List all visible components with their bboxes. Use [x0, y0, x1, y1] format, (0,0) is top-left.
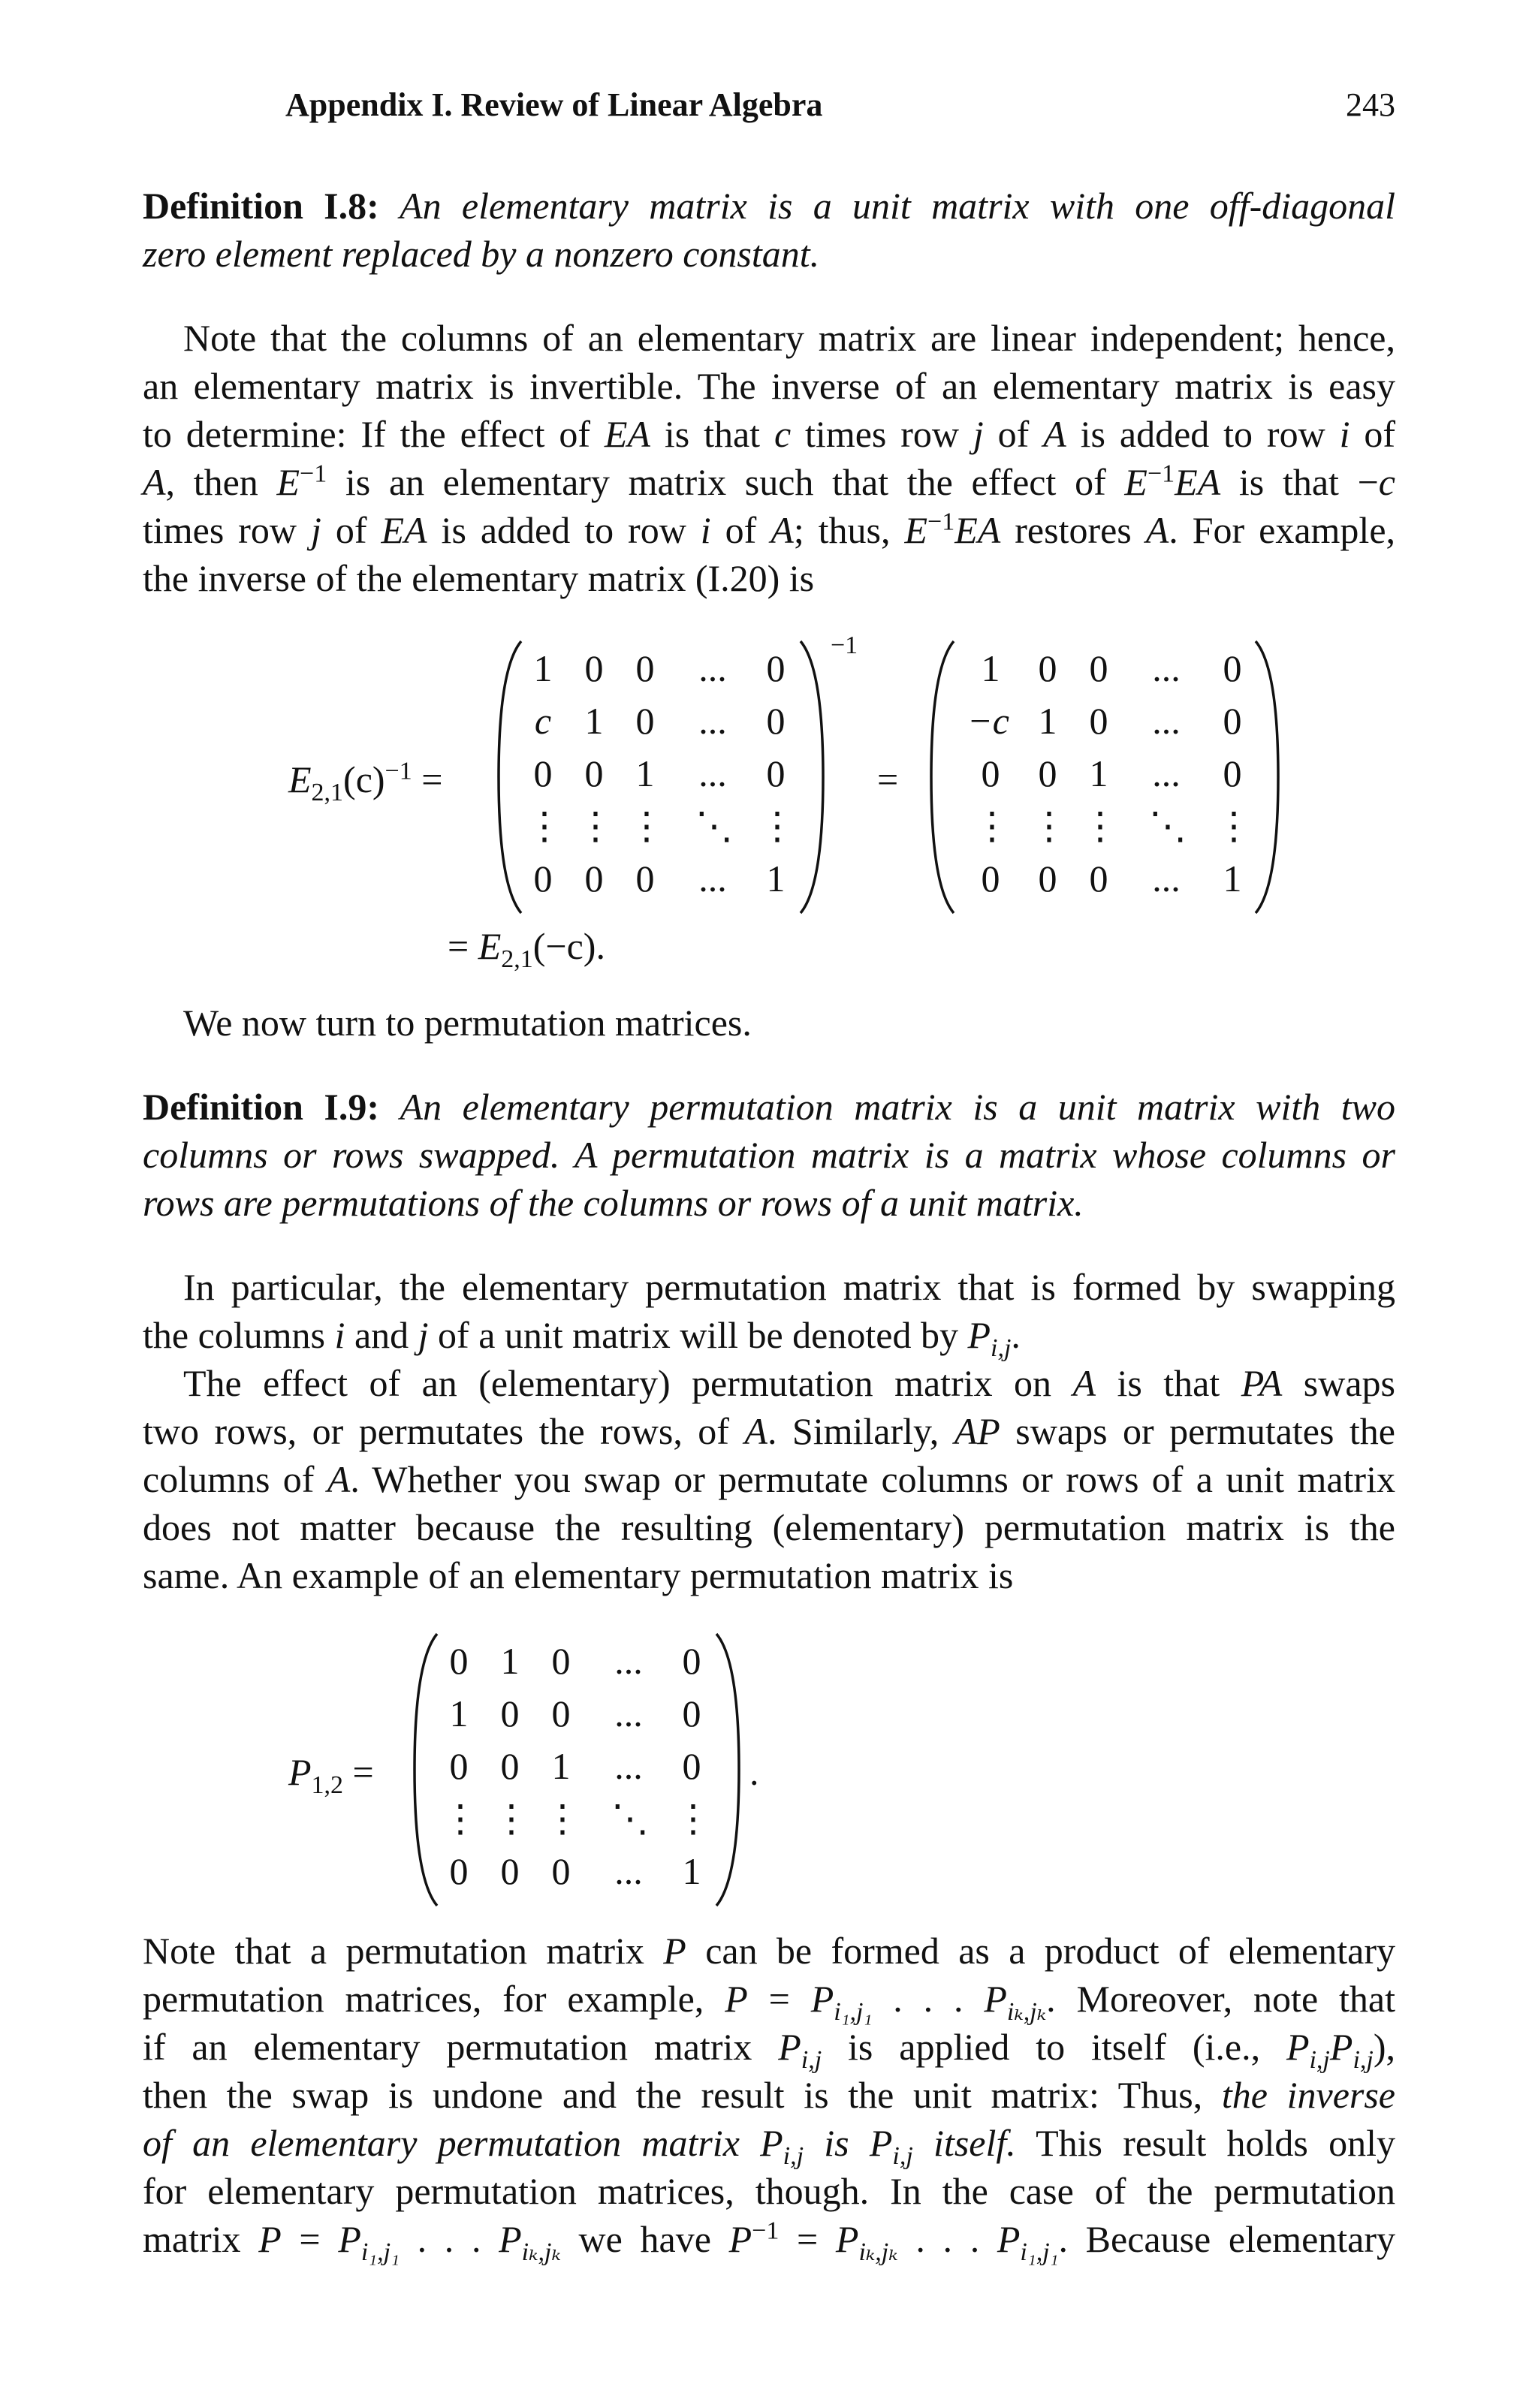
paragraph4-line4: does not matter because the resulting (elementary) permutation matrix is the: [143, 1506, 1395, 1548]
eq1-result: = $E_{2,1}(-c)$.: [448, 925, 605, 973]
paragraph1-line1: Note that the columns of an elementary matrix are linear independent; hence,: [183, 317, 1395, 359]
definition-i9-line2: columns or rows swapped. A permutation matrix is a matrix whose columns or: [143, 1134, 1395, 1176]
matrix-cell: ...: [698, 857, 727, 900]
paragraph1-line5: times row j of EA is added to row i of A; thus, $E^{-1}EA$ restores A. For example,: [143, 508, 1396, 551]
paragraph4-line1: The effect of an (elementary) permutation matrix on A is that PA swaps: [183, 1362, 1396, 1404]
matrix-cell: 1: [1223, 857, 1242, 900]
paragraph2: We now turn to permutation matrices.: [183, 1002, 752, 1044]
eq2-matrix: [412, 1631, 742, 1909]
matrix-cell: 0: [1223, 752, 1242, 794]
matrix-cell: 1: [1038, 700, 1057, 742]
matrix-cell: ⋮: [526, 805, 563, 847]
matrix-cell: 0: [1089, 647, 1108, 689]
eq2-period: .: [749, 1751, 759, 1793]
paragraph4-line2: two rows, or permutates the rows, of A. Similarly, AP swaps or permutates the: [143, 1410, 1395, 1452]
matrix-cell: 1: [449, 1692, 469, 1734]
matrix-cell: 0: [584, 857, 604, 900]
matrix-cell: −c: [967, 700, 1009, 742]
matrix-cell: 0: [584, 752, 604, 794]
matrix-cell: 0: [635, 647, 655, 689]
matrix-cell: 0: [1038, 647, 1057, 689]
definition-i8-line2: zero element replaced by a nonzero constant.: [143, 233, 820, 275]
matrix-cell: 0: [584, 647, 604, 689]
matrix-cell: 1: [1089, 752, 1108, 794]
matrix-cell: 0: [500, 1745, 520, 1787]
left-paren: [496, 638, 526, 916]
page-number: 243: [1346, 86, 1395, 123]
matrix-cell: 0: [1038, 752, 1057, 794]
matrix-cell: ⋱: [1149, 805, 1187, 847]
paragraph5-line7: matrix $P = P_{i_1,j_1}$ . . . $P_{i_k,j_k}$ we have $P^{-1} = P_{i_k,j_k}$ . . . $P_{i_1,j_1}$. Because elementary: [143, 2217, 1395, 2266]
paragraph5-line2: permutation matrices, for example, $P = P_{i_1,j_1}$ . . . $P_{i_k,j_k}$. Moreover, note that: [143, 1978, 1395, 2026]
matrix-cell: 1: [533, 647, 553, 689]
matrix-cell: ⋮: [1030, 805, 1068, 847]
paragraph5-line5: of an elementary permutation matrix $P_{i,j}$ is $P_{i,j}$ itself. This result holds only: [143, 2122, 1395, 2170]
matrix-cell: ...: [1152, 700, 1181, 742]
matrix-cell: 0: [449, 1850, 469, 1892]
matrix-cell: 0: [551, 1692, 571, 1734]
left-paren: [928, 638, 958, 916]
matrix-cell: ⋮: [674, 1798, 712, 1840]
matrix-cell: 0: [500, 1692, 520, 1734]
matrix-cell: 0: [1089, 700, 1108, 742]
matrix-cell: ...: [1152, 857, 1181, 900]
eq1-lhs: $E_{2,1}(c)^{-1}$ =: [288, 757, 443, 806]
matrix-cell: c: [534, 700, 552, 742]
matrix-cell: 0: [766, 647, 786, 689]
eq1-left-matrix: [496, 638, 826, 916]
matrix-cell: ...: [698, 647, 727, 689]
definition-i9-line3: rows are permutations of the columns or rows of a unit matrix.: [143, 1182, 1084, 1224]
matrix-cell: 0: [981, 752, 1000, 794]
matrix-cell: ⋮: [577, 805, 614, 847]
matrix-cell: 1: [766, 857, 786, 900]
matrix-cell: 0: [682, 1692, 701, 1734]
matrix-cell: 0: [981, 857, 1000, 900]
matrix-cell: 0: [766, 752, 786, 794]
matrix-cell: 1: [682, 1850, 701, 1892]
matrix-cell: ⋮: [628, 805, 665, 847]
left-paren: [412, 1631, 442, 1909]
matrix-cell: ...: [614, 1640, 643, 1682]
matrix-cell: 0: [635, 857, 655, 900]
matrix-cell: 0: [682, 1745, 701, 1787]
paragraph1-line4: A, then $E^{-1}$ is an elementary matrix such that the effect of $E^{-1}EA$ is that −c: [143, 460, 1395, 503]
definition-i9-label: Definition I.9:: [143, 1086, 380, 1128]
matrix-cell: ⋱: [695, 805, 733, 847]
matrix-cell: 0: [449, 1640, 469, 1682]
paragraph4-line3: columns of A. Whether you swap or permutate columns or rows of a unit matrix: [143, 1458, 1395, 1500]
matrix-cell: 0: [533, 752, 553, 794]
right-paren: [712, 1631, 742, 1909]
eq1-right-matrix: [928, 638, 1281, 916]
matrix-cell: 0: [551, 1640, 571, 1682]
matrix-cell: ⋮: [758, 805, 796, 847]
eq1-middle-equals: =: [877, 758, 899, 800]
matrix-cell: 1: [584, 700, 604, 742]
definition-i9-line1: Definition I.9: An elementary permutation matrix is a unit matrix with two: [143, 1086, 1396, 1128]
matrix-cell: ⋮: [493, 1798, 530, 1840]
matrix-cell: 0: [682, 1640, 701, 1682]
paragraph5-line3: if an elementary permutation matrix $P_{i,j}$ is applied to itself (i.e., $P_{i,j}P_{i,j}$),: [143, 2026, 1395, 2074]
matrix-cell: ⋮: [544, 1798, 581, 1840]
matrix-cell: ⋱: [611, 1798, 649, 1840]
matrix-cell: ...: [1152, 647, 1181, 689]
matrix-cell: 1: [981, 647, 1000, 689]
paragraph5-line4: then the swap is undone and the result is the unit matrix: Thus, the inverse: [143, 2074, 1396, 2116]
matrix-cell: 0: [1089, 857, 1108, 900]
paragraph3-line1: In particular, the elementary permutation matrix that is formed by swapping: [183, 1266, 1395, 1308]
right-paren: [1251, 638, 1281, 916]
matrix-cell: 1: [635, 752, 655, 794]
matrix-cell: 1: [500, 1640, 520, 1682]
matrix-cell: ...: [698, 700, 727, 742]
matrix-cell: ⋮: [1081, 805, 1119, 847]
matrix-cell: 0: [635, 700, 655, 742]
matrix-cell: ...: [698, 752, 727, 794]
matrix-cell: ...: [1152, 752, 1181, 794]
matrix-cell: 1: [551, 1745, 571, 1787]
paragraph5-line1: Note that a permutation matrix P can be formed as a product of elementary: [143, 1930, 1395, 1972]
matrix-cell: ⋮: [1215, 805, 1253, 847]
matrix-cell: 0: [1223, 700, 1242, 742]
paragraph3-line2: the columns i and j of a unit matrix will be denoted by $P_{i,j}$.: [143, 1314, 1021, 1362]
matrix-cell: 0: [533, 857, 553, 900]
matrix-cell: ...: [614, 1745, 643, 1787]
eq1-outer-exponent: −1: [831, 631, 858, 659]
definition-i8-line1: Definition I.8: An elementary matrix is a unit matrix with one off-diagonal: [143, 185, 1396, 227]
right-paren: [796, 638, 826, 916]
definition-i8-label: Definition I.8:: [143, 185, 379, 227]
matrix-cell: 0: [500, 1850, 520, 1892]
matrix-cell: ⋮: [442, 1798, 479, 1840]
matrix-cell: 0: [551, 1850, 571, 1892]
matrix-cell: 0: [449, 1745, 469, 1787]
eq2-lhs: $P_{1,2}$ =: [288, 1751, 374, 1799]
paragraph1-line3: to determine: If the effect of EA is that c times row j of A is added to row i of: [143, 413, 1396, 455]
paragraph1-line6: the inverse of the elementary matrix (I.20) is: [143, 557, 815, 599]
running-header-title: Appendix I. Review of Linear Algebra: [285, 86, 823, 123]
paragraph4-line5: same. An example of an elementary permutation matrix is: [143, 1554, 1014, 1596]
matrix-cell: 0: [766, 700, 786, 742]
matrix-cell: ...: [614, 1692, 643, 1734]
matrix-cell: 0: [1038, 857, 1057, 900]
matrix-cell: 0: [1223, 647, 1242, 689]
matrix-cell: ⋮: [973, 805, 1011, 847]
paragraph5-line6: for elementary permutation matrices, though. In the case of the permutation: [143, 2170, 1395, 2212]
paragraph1-line2: an elementary matrix is invertible. The inverse of an elementary matrix is easy: [143, 365, 1395, 407]
matrix-cell: ...: [614, 1850, 643, 1892]
